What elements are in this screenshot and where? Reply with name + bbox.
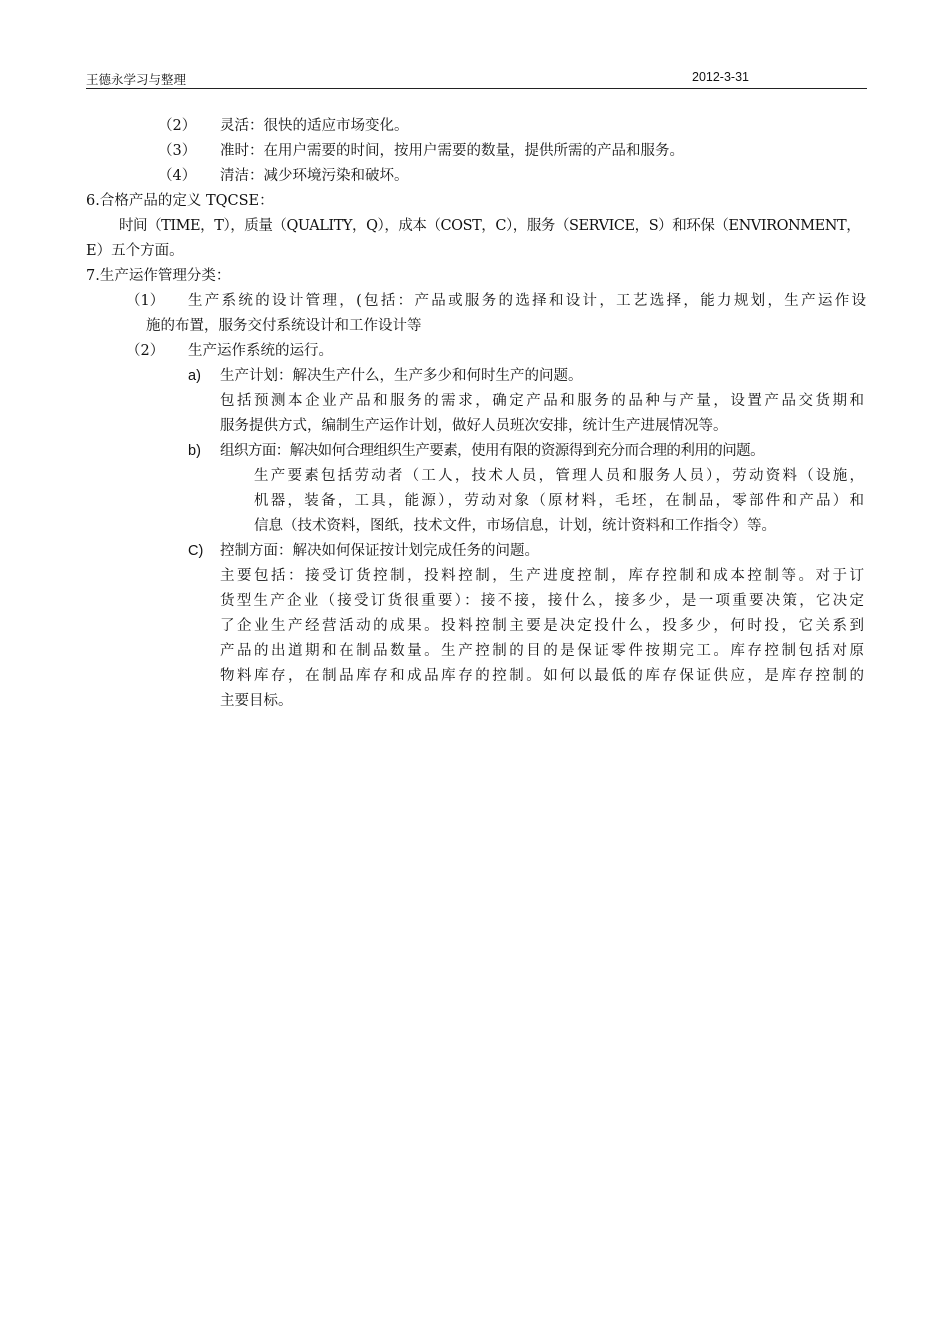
list-item [86, 339, 868, 364]
paragraph-text: 主要包括：接受订货控制，投料控制，生产进度控制，库存控制和成本控制等。对于订 [220, 568, 864, 584]
sub-item-desc-line [86, 589, 868, 614]
header-date: 2012-3-31 [692, 70, 749, 84]
sub-item-desc-line [86, 614, 868, 639]
list-item [86, 164, 868, 189]
sub-item-label: a) [188, 368, 201, 384]
sub-item-title: 生产计划：解决生产什么，生产多少和何时生产的问题。 [220, 368, 583, 384]
paragraph-text: 了企业生产经营活动的成果。投料控制主要是决定投什么，投多少，何时投，它关系到 [220, 618, 864, 634]
sub-item-desc-line [86, 514, 868, 539]
sub-item-label: b) [188, 443, 201, 459]
item-number: （4） [158, 168, 197, 184]
sub-item-desc-line [86, 639, 868, 664]
sub-item-desc-line [86, 389, 868, 414]
paragraph-text: 生产要素包括劳动者（工人，技术人员，管理人员和服务人员），劳动资料（设施， [254, 468, 864, 484]
section-6-paragraph-line: E）五个方面。 [86, 243, 184, 259]
header-author: 王德永学习与整理 [86, 72, 187, 87]
sub-item-desc-line [86, 489, 868, 514]
sub-item [86, 439, 868, 464]
section-7-title: 7.生产运作管理分类： [86, 268, 231, 284]
sub-item-title: 控制方面：解决如何保证按计划完成任务的问题。 [220, 543, 539, 559]
paragraph-text: 信息（技术资料，图纸，技术文件，市场信息，计划，统计资料和工作指令）等。 [254, 518, 776, 534]
sub-item-desc-line [86, 464, 868, 489]
item-number: （2） [126, 343, 165, 359]
item-number: （2） [158, 118, 197, 134]
paragraph-text: 主要目标。 [220, 693, 293, 709]
paragraph-text: 服务提供方式，编制生产运作计划，做好人员班次安排，统计生产进展情况等。 [220, 418, 728, 434]
section-6-title: 6.合格产品的定义 TQCSE： [86, 193, 274, 209]
sub-item-title: 组织方面：解决如何合理组织生产要素，使用有限的资源得到充分而合理的利用的问题。 [220, 443, 765, 459]
paragraph-text: 机器，装备，工具，能源），劳动对象（原材料，毛坯，在制品，零部件和产品）和 [254, 493, 864, 509]
section-6-paragraph-line [86, 214, 868, 239]
list-item [86, 114, 868, 139]
item-text: 生产系统的设计管理，(包括：产品或服务的选择和设计，工艺选择，能力规划，生产运作设 [188, 293, 866, 309]
document-body [86, 114, 868, 714]
list-item [86, 139, 868, 164]
paragraph-text: 时间（TIME，T），质量（QUALITY，Q），成本（COST，C），服务（SERVICE，S）和环保（ENVIRONMENT， [119, 218, 861, 234]
sub-item-desc-line [86, 414, 868, 439]
item-text: 生产运作系统的运行。 [188, 343, 333, 359]
paragraph-text: 物料库存，在制品库存和成品库存的控制。如何以最低的库存保证供应，是库存控制的 [220, 668, 864, 684]
paragraph-text: 包括预测本企业产品和服务的需求，确定产品和服务的品种与产量，设置产品交货期和 [220, 393, 864, 409]
page-header [86, 70, 867, 89]
sub-item-desc-line [86, 564, 868, 589]
item-text: 清洁：减少环境污染和破坏。 [220, 168, 409, 184]
item-number: （3） [158, 143, 197, 159]
item-text: 准时：在用户需要的时间，按用户需要的数量，提供所需的产品和服务。 [220, 143, 684, 159]
sub-item [86, 364, 868, 389]
sub-item-desc-line [86, 689, 868, 714]
item-number: （1） [126, 293, 165, 309]
item-text: 灵活：很快的适应市场变化。 [220, 118, 409, 134]
paragraph-text: 货型生产企业（接受订货很重要）：接不接，接什么，接多少，是一项重要决策，它决定 [220, 593, 864, 609]
list-item [86, 289, 868, 314]
item-text: 施的布置，服务交付系统设计和工作设计等 [146, 318, 422, 334]
sub-item-desc-line [86, 664, 868, 689]
list-item-continuation [86, 314, 868, 339]
sub-item-label: C) [188, 543, 204, 559]
sub-item [86, 539, 868, 564]
paragraph-text: 产品的出道期和在制品数量。生产控制的目的是保证零件按期完工。库存控制包括对原 [220, 643, 864, 659]
